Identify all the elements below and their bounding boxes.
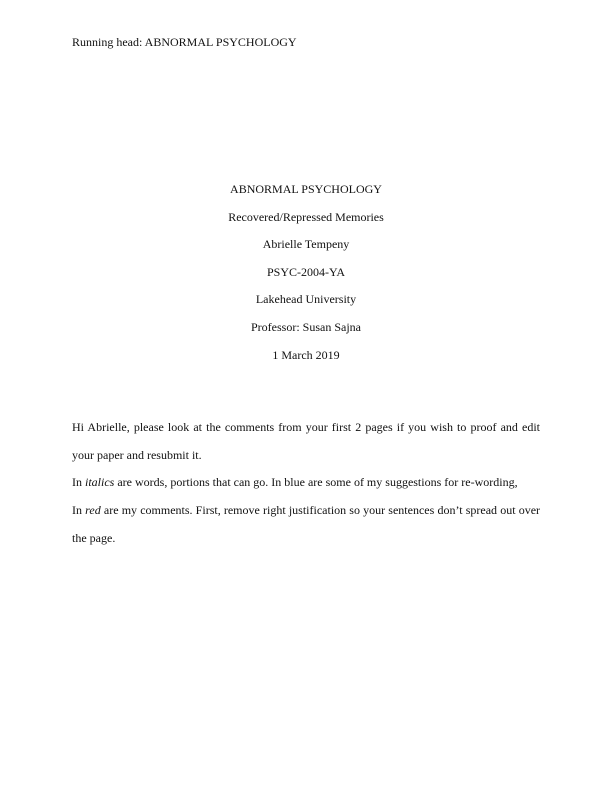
title-block	[72, 181, 540, 374]
comment-3-text: are my comments. First, remove right justification so your sentences don’t spread out over the page.	[72, 503, 541, 545]
running-head: Running head: ABNORMAL PSYCHOLOGY	[72, 35, 297, 49]
submission-date: 1 March 2019	[272, 347, 340, 362]
author-name: Abrielle Tempeny	[262, 237, 350, 252]
comment-3-emphasis: red	[85, 503, 101, 518]
paper-title: ABNORMAL PSYCHOLOGY	[230, 182, 382, 196]
comment-paragraph-3	[72, 497, 540, 552]
professor-name: Professor: Susan Sajna	[251, 319, 361, 334]
comment-2-emphasis: italics	[85, 475, 115, 490]
instructor-comments	[72, 414, 540, 553]
comment-paragraph-1: Hi Abrielle, please look at the comments from your first 2 pages if you wish to proof and edit your paper and resubmit it.	[72, 420, 540, 462]
comment-2-prefix: In	[72, 475, 85, 490]
paper-subtitle: Recovered/Repressed Memories	[228, 209, 384, 224]
comment-2-text: are words, portions that can go. In blue are some of my suggestions for re-wording,	[114, 475, 518, 490]
comment-3-prefix: In	[72, 503, 86, 518]
institution-name: Lakehead University	[255, 292, 357, 307]
comment-paragraph-2	[72, 469, 540, 497]
course-code: PSYC-2004-YA	[266, 264, 345, 279]
